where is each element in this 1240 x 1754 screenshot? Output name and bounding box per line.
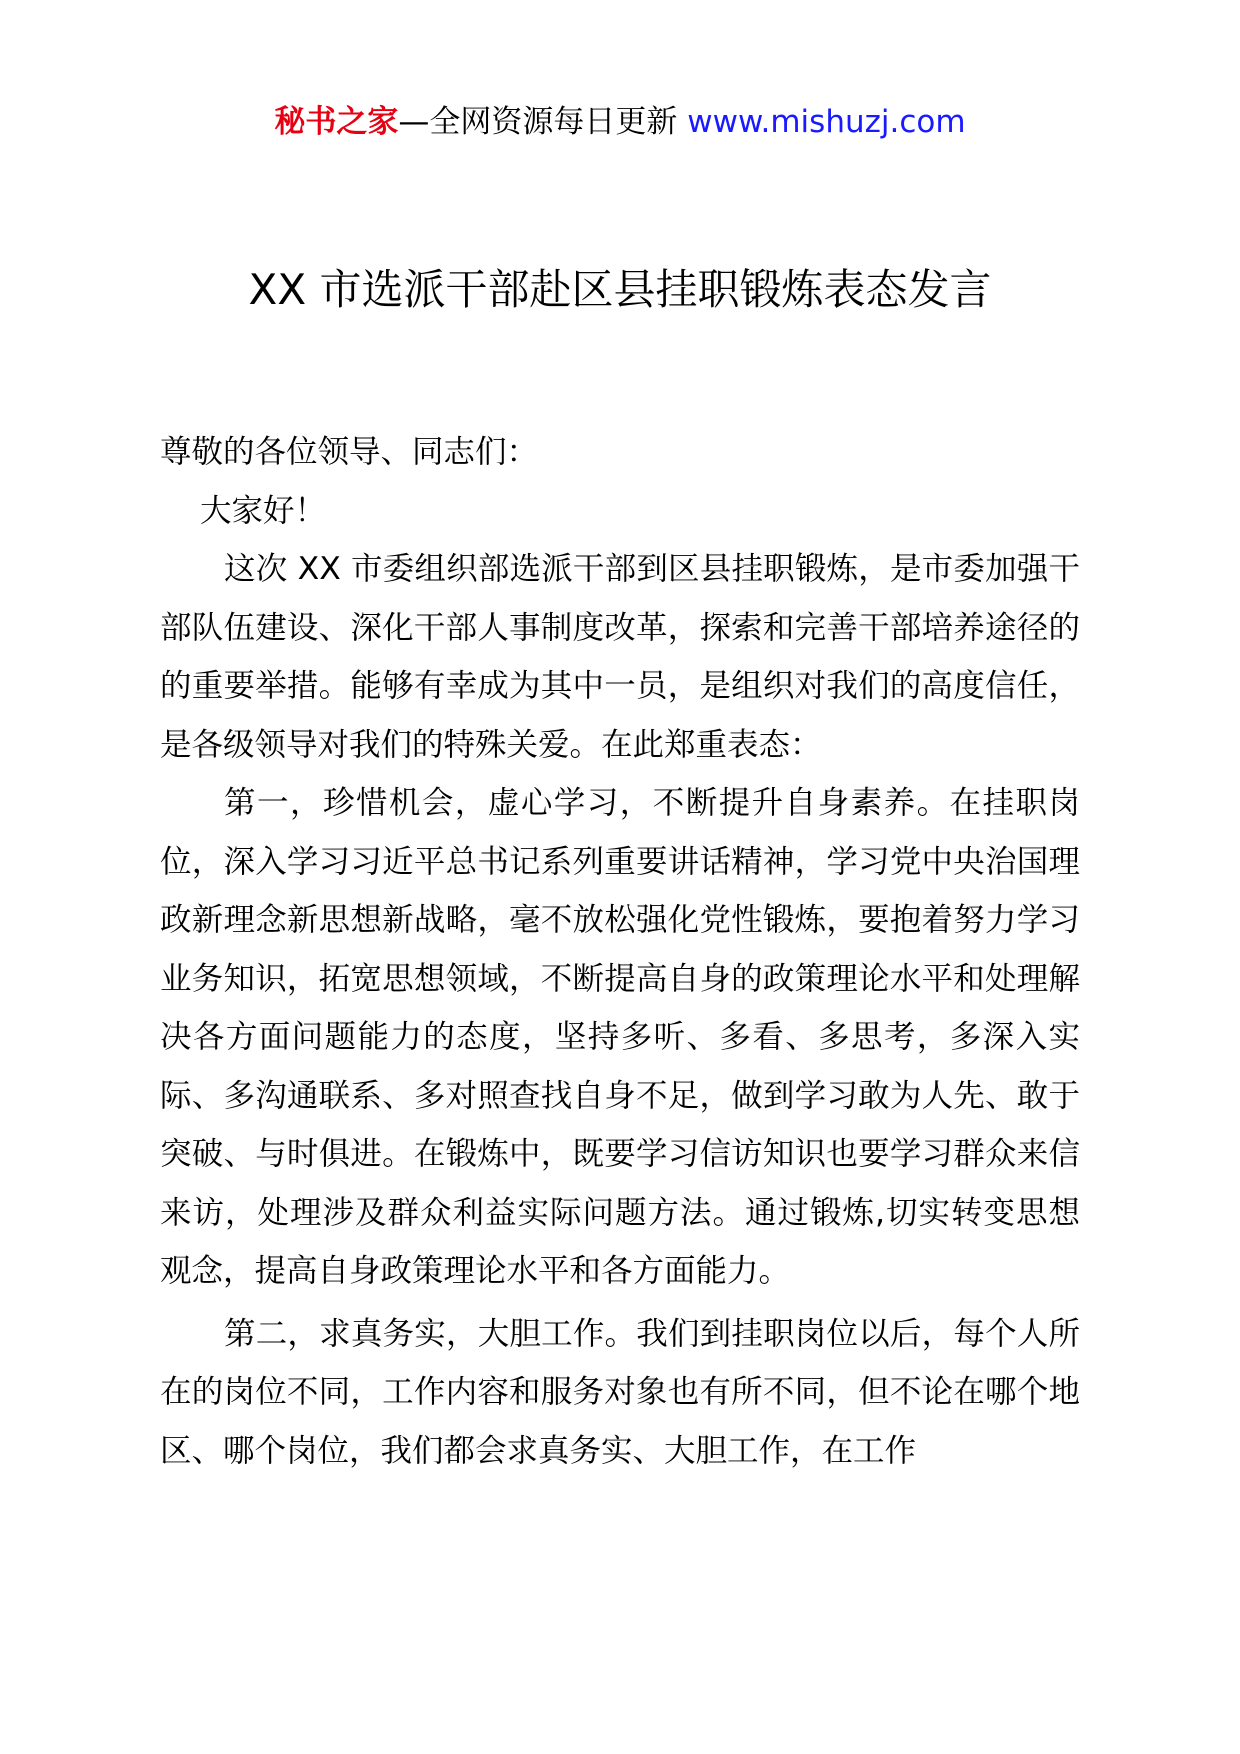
salutation: 尊敬的各位领导、同志们： (160, 434, 539, 470)
paragraph-first-point: 第一，珍惜机会，虚心学习，不断提升自身素养。在挂职岗位，深入学习习近平总书记系列重要讲话精神，学习党中央治国理政新理念新思想新战略，毫不放松强化党性锻炼，要抱着努力学习业务知识，拓宽思想领域，不断提高自身的政策理论水平和处理解决各方面问题能力的态度，坚持多听、多看、多思考，多深入实际、多沟通联系、多对照查找自身不足，做到学习敢为人先、敢于突破、与时俱进。在锻炼中，既要学习信访知识也要学习群众来信来访，处理涉及群众利益实际问题方法。通过锻炼,切实转变思想观念，提高自身政策理论水平和各方面能力。 (160, 785, 1080, 1289)
header-tagline: —全网资源每日更新 (398, 104, 688, 140)
greeting: 大家好！ (200, 492, 327, 529)
page-header (0, 100, 1240, 144)
document-body (160, 423, 1080, 1480)
document-title: XX 市选派干部赴区县挂职锻炼表态发言 (248, 265, 992, 314)
brand-name: 秘书之家 (274, 104, 399, 140)
paragraph-second-point: 第二，求真务实，大胆工作。我们到挂职岗位以后，每个人所在的岗位不同，工作内容和服务对象也有所不同，但不论在哪个地区、哪个岗位，我们都会求真务实、大胆工作，在工作 (160, 1315, 1080, 1469)
site-url-link[interactable]: www.mishuzj.com (687, 104, 966, 140)
paragraph-intro: 这次 XX 市委组织部选派干部到区县挂职锻炼，是市委加强干部队伍建设、深化干部人事制度改革，探索和完善干部培养途径的的重要举措。能够有幸成为其中一员，是组织对我们的高度信任，是各级领导对我们的特殊关爱。在此郑重表态： (160, 551, 1080, 763)
